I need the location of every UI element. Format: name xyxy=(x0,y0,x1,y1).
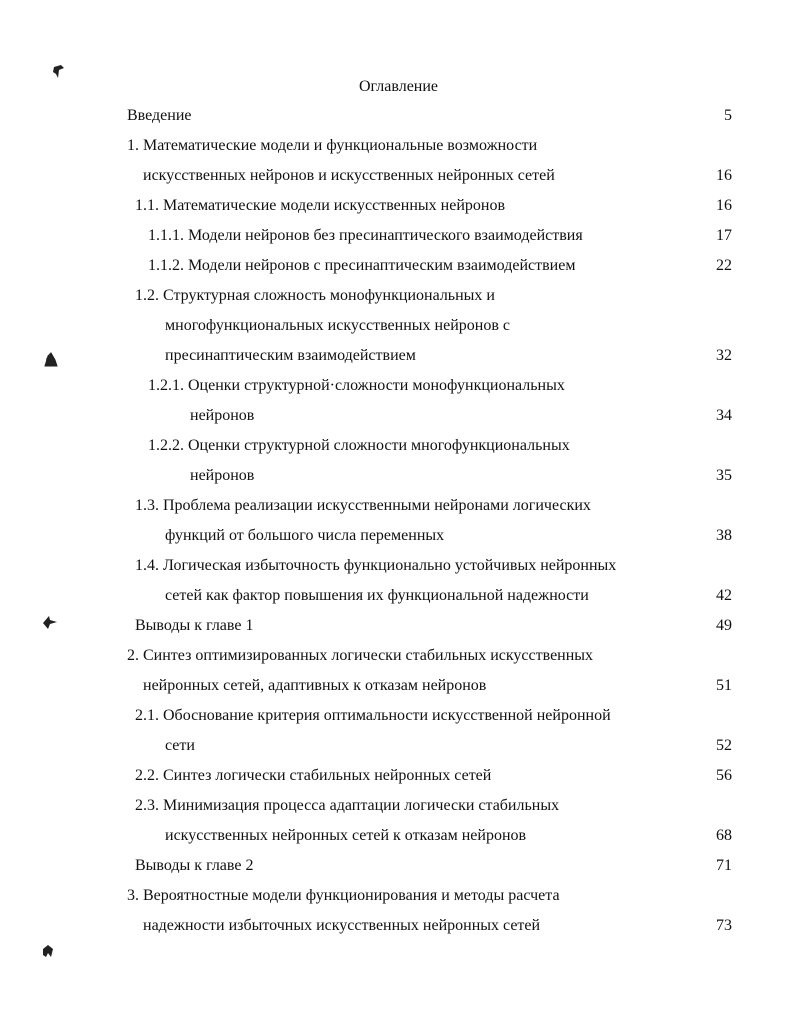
toc-entry-text: Выводы к главе 1 xyxy=(135,617,254,634)
toc-entry-text: 1.2.1. Оценки структурной·сложности монофункциональных xyxy=(148,377,565,394)
toc-entry-page: 42 xyxy=(716,587,732,604)
toc-entry-text: 2.3. Минимизация процесса адаптации логически стабильных xyxy=(135,797,560,814)
toc-entry-page: 16 xyxy=(716,167,732,184)
toc-entry-text: 1.2. Структурная сложность монофункциональных и xyxy=(135,287,495,304)
toc-entry-page: 38 xyxy=(716,527,732,544)
toc-entry-page: 68 xyxy=(716,827,732,844)
toc-entry-page: 71 xyxy=(716,857,732,874)
toc-entry-text: 1.4. Логическая избыточность функционально устойчивых нейронных xyxy=(135,557,617,574)
toc-entry-text: сети xyxy=(165,737,195,754)
toc-entry-text: 1.1.2. Модели нейронов с пресинаптическим взаимодействием xyxy=(148,257,576,274)
toc-entry-page: 16 xyxy=(716,197,732,214)
toc-entry-page: 56 xyxy=(716,767,732,784)
toc-entry-page: 22 xyxy=(716,257,732,274)
toc-entry-page: 52 xyxy=(716,737,732,754)
scan-mark-icon xyxy=(40,943,56,959)
toc-entry-page: 51 xyxy=(716,677,732,694)
page-title: Оглавление xyxy=(358,78,439,95)
scan-mark-icon xyxy=(44,352,58,368)
toc-entry-page: 49 xyxy=(716,617,732,634)
toc-entry-text: 1.3. Проблема реализации искусственными нейронами логических xyxy=(135,497,591,514)
toc-entry-text: нейронов xyxy=(190,407,255,424)
toc-entry-text: 3. Вероятностные модели функционирования и методы расчета xyxy=(127,887,560,904)
toc-entry-text: 2. Синтез оптимизированных логически стабильных искусственных xyxy=(127,647,594,664)
toc-entry-text: 1. Математические модели и функциональные возможности xyxy=(127,137,538,154)
toc-entry-text: нейронов xyxy=(190,467,255,484)
toc-entry-text: многофункциональных искусственных нейронов с xyxy=(165,317,510,334)
toc-entry-page: 35 xyxy=(716,467,732,484)
toc-entry-text: 1.1.1. Модели нейронов без пресинаптического взаимодействия xyxy=(148,227,583,244)
toc-entry-page: 34 xyxy=(716,407,732,424)
toc-entry-text: 1.1. Математические модели искусственных нейронов xyxy=(135,197,505,214)
scan-mark-icon xyxy=(41,614,59,630)
toc-entry-text: надежности избыточных искусственных нейронных сетей xyxy=(143,917,541,934)
toc-entry-text: сетей как фактор повышения их функциональной надежности xyxy=(165,587,589,604)
toc-entry-page: 73 xyxy=(716,917,732,934)
toc-entry-text: Выводы к главе 2 xyxy=(135,857,254,874)
toc-entry-text: 1.2.2. Оценки структурной сложности многофункциональных xyxy=(148,437,570,454)
toc-entry-text: функций от большого числа переменных xyxy=(165,527,445,544)
toc-entry-page: 32 xyxy=(716,347,732,364)
scan-mark-icon xyxy=(52,64,66,80)
toc-entry-text: пресинаптическим взаимодействием xyxy=(165,347,416,364)
toc-entry-text: искусственных нейронов и искусственных нейронных сетей xyxy=(143,167,555,184)
toc-entry-page: 5 xyxy=(724,107,732,124)
toc-entry-text: искусственных нейронных сетей к отказам нейронов xyxy=(165,827,527,844)
toc-entry-text: Введение xyxy=(127,107,192,124)
toc-entry-text: 2.1. Обоснование критерия оптимальности искусственной нейронной xyxy=(135,707,611,724)
toc-entry-text: 2.2. Синтез логически стабильных нейронных сетей xyxy=(135,767,492,784)
toc-entry-page: 17 xyxy=(716,227,732,244)
toc-entry-text: нейронных сетей, адаптивных к отказам нейронов xyxy=(143,677,487,694)
